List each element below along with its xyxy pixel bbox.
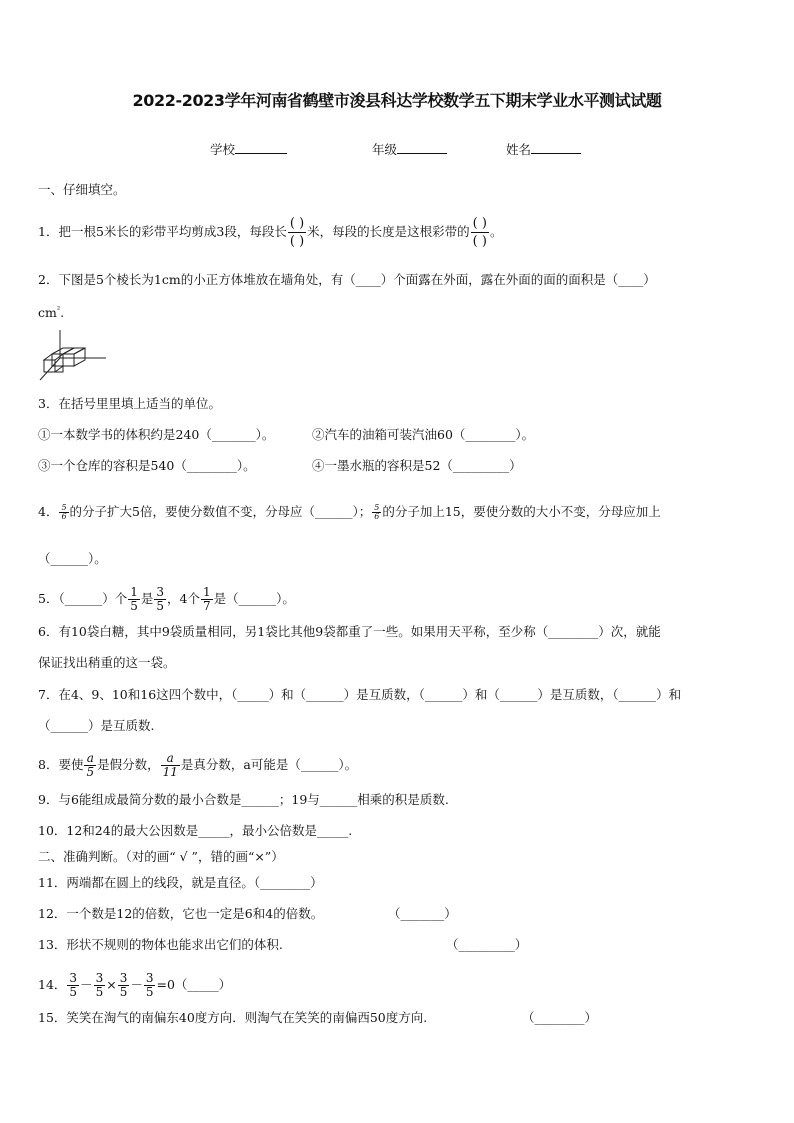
fraction-answer-box[interactable]: $\frac{( )}{( )}$ [472, 216, 487, 249]
fraction: $\frac{5}{6}$ [61, 503, 67, 521]
name-label: 姓名 [506, 142, 532, 157]
question-2-unit: $cm^{^2}$. [38, 305, 65, 321]
question-15-answer[interactable]: （________） [522, 1010, 598, 1025]
question-13: 13．形状不规则的物体也能求出它们的体积. [38, 937, 283, 952]
question-12: 12．一个数是12的倍数，它也一定是6和4的倍数。 [38, 906, 324, 921]
question-4: 4． $\frac{5}{6}$ 的分子扩大5倍，要使分数值不变，分母应（______）； $\frac{5}{6}$ 的分子加上15，要使分数的大小不变，分母应加上 [38, 503, 661, 521]
question-3-c: ③一个仓库的容积是540（________）。 [38, 458, 256, 473]
question-6-cont: 保证找出稍重的这一袋。 [38, 655, 176, 670]
question-11: 11．两端都在圆上的线段，就是直径。（________） [38, 875, 323, 890]
grade-blank[interactable] [397, 140, 447, 154]
fraction: $\frac{a}{11}$ [162, 751, 178, 779]
question-9: 9．与6能组成最简分数的最小合数是______；19与______相乘的积是质数. [38, 792, 449, 807]
section-heading-judge: 二、准确判断。（对的画“ √ ”，错的画“×”） [38, 849, 284, 864]
question-7: 7．在4、9、10和16这四个数中，（_____）和（______）是互质数，（______）和（______）是互质数，（______）和 [38, 687, 682, 702]
question-12-answer[interactable]: （_______） [388, 906, 457, 921]
fraction: $\frac{5}{6}$ [374, 503, 380, 521]
name-field[interactable] [506, 140, 581, 158]
fraction: $\frac{1}{5}$ [130, 585, 138, 613]
fraction: $\frac{3}{5}$ [69, 971, 78, 999]
question-3-a: ①一本数学书的体积约是240（_______）。 [38, 427, 275, 442]
question-2: 2．下图是5个棱长为1cm的小正方体堆放在墙角处，有（____）个面露在外面，露在外面的面的面积是（____） [38, 272, 656, 287]
question-14: 14． $\frac{3}{5}$ － $\frac{3}{5}$ × $\frac{3}{5}$ － $\frac{3}{5}$ =0（_____） [38, 971, 232, 999]
cube-stack-figure [36, 330, 112, 382]
question-7-cont: （______）是互质数. [38, 718, 155, 733]
fraction: $\frac{1}{7}$ [202, 585, 211, 613]
section-heading-fill: 一、仔细填空。 [38, 182, 126, 197]
question-10: 10．12和24的最大公因数是_____，最小公倍数是_____. [38, 823, 353, 838]
fraction: $\frac{3}{5}$ [156, 585, 164, 613]
grade-field[interactable] [372, 140, 447, 158]
question-1: 1．把一根5米长的彩带平均剪成3段，每段长 $\frac{( )}{( )}$ 米，每段的长度是这根彩带的 $\frac{( )}{( )}$ 。 [38, 216, 503, 249]
question-3-b: ②汽车的油箱可装汽油60（________）。 [312, 427, 535, 442]
fraction: $\frac{3}{5}$ [145, 971, 154, 999]
fraction: $\frac{a}{5}$ [86, 751, 95, 779]
page-title: 2022-2023学年河南省鹤壁市浚县科达学校数学五下期末学业水平测试试题 [132, 91, 662, 110]
question-6: 6．有10袋白糖，其中9袋质量相同，另1袋比其他9袋都重了一些。如果用天平称，至少称（________）次，就能 [38, 624, 661, 639]
fraction: $\frac{3}{5}$ [95, 971, 104, 999]
question-15: 15．笑笑在淘气的南偏东40度方向．则淘气在笑笑的南偏西50度方向. [38, 1010, 428, 1025]
school-blank[interactable] [235, 140, 287, 154]
name-blank[interactable] [531, 140, 581, 154]
fraction: $\frac{3}{5}$ [119, 971, 128, 999]
fraction-answer-box[interactable]: $\frac{( )}{( )}$ [289, 216, 305, 249]
question-4-cont: （______）。 [38, 551, 107, 566]
grade-label: 年级 [372, 142, 398, 157]
question-3: 3．在括号里里填上适当的单位。 [38, 396, 221, 411]
question-13-answer[interactable]: （_________） [446, 937, 528, 952]
question-5: 5．（______）个 $\frac{1}{5}$ 是 $\frac{3}{5}$ ，4个 $\frac{1}{7}$ 是（______）。 [38, 585, 295, 613]
school-label: 学校 [210, 142, 236, 157]
question-3-d: ④一墨水瓶的容积是52（_________） [312, 458, 522, 473]
school-field[interactable] [210, 140, 287, 158]
question-8: 8．要使 $\frac{a}{5}$ 是假分数， $\frac{a}{11}$ 是真分数，a可能是（______）。 [38, 751, 358, 779]
